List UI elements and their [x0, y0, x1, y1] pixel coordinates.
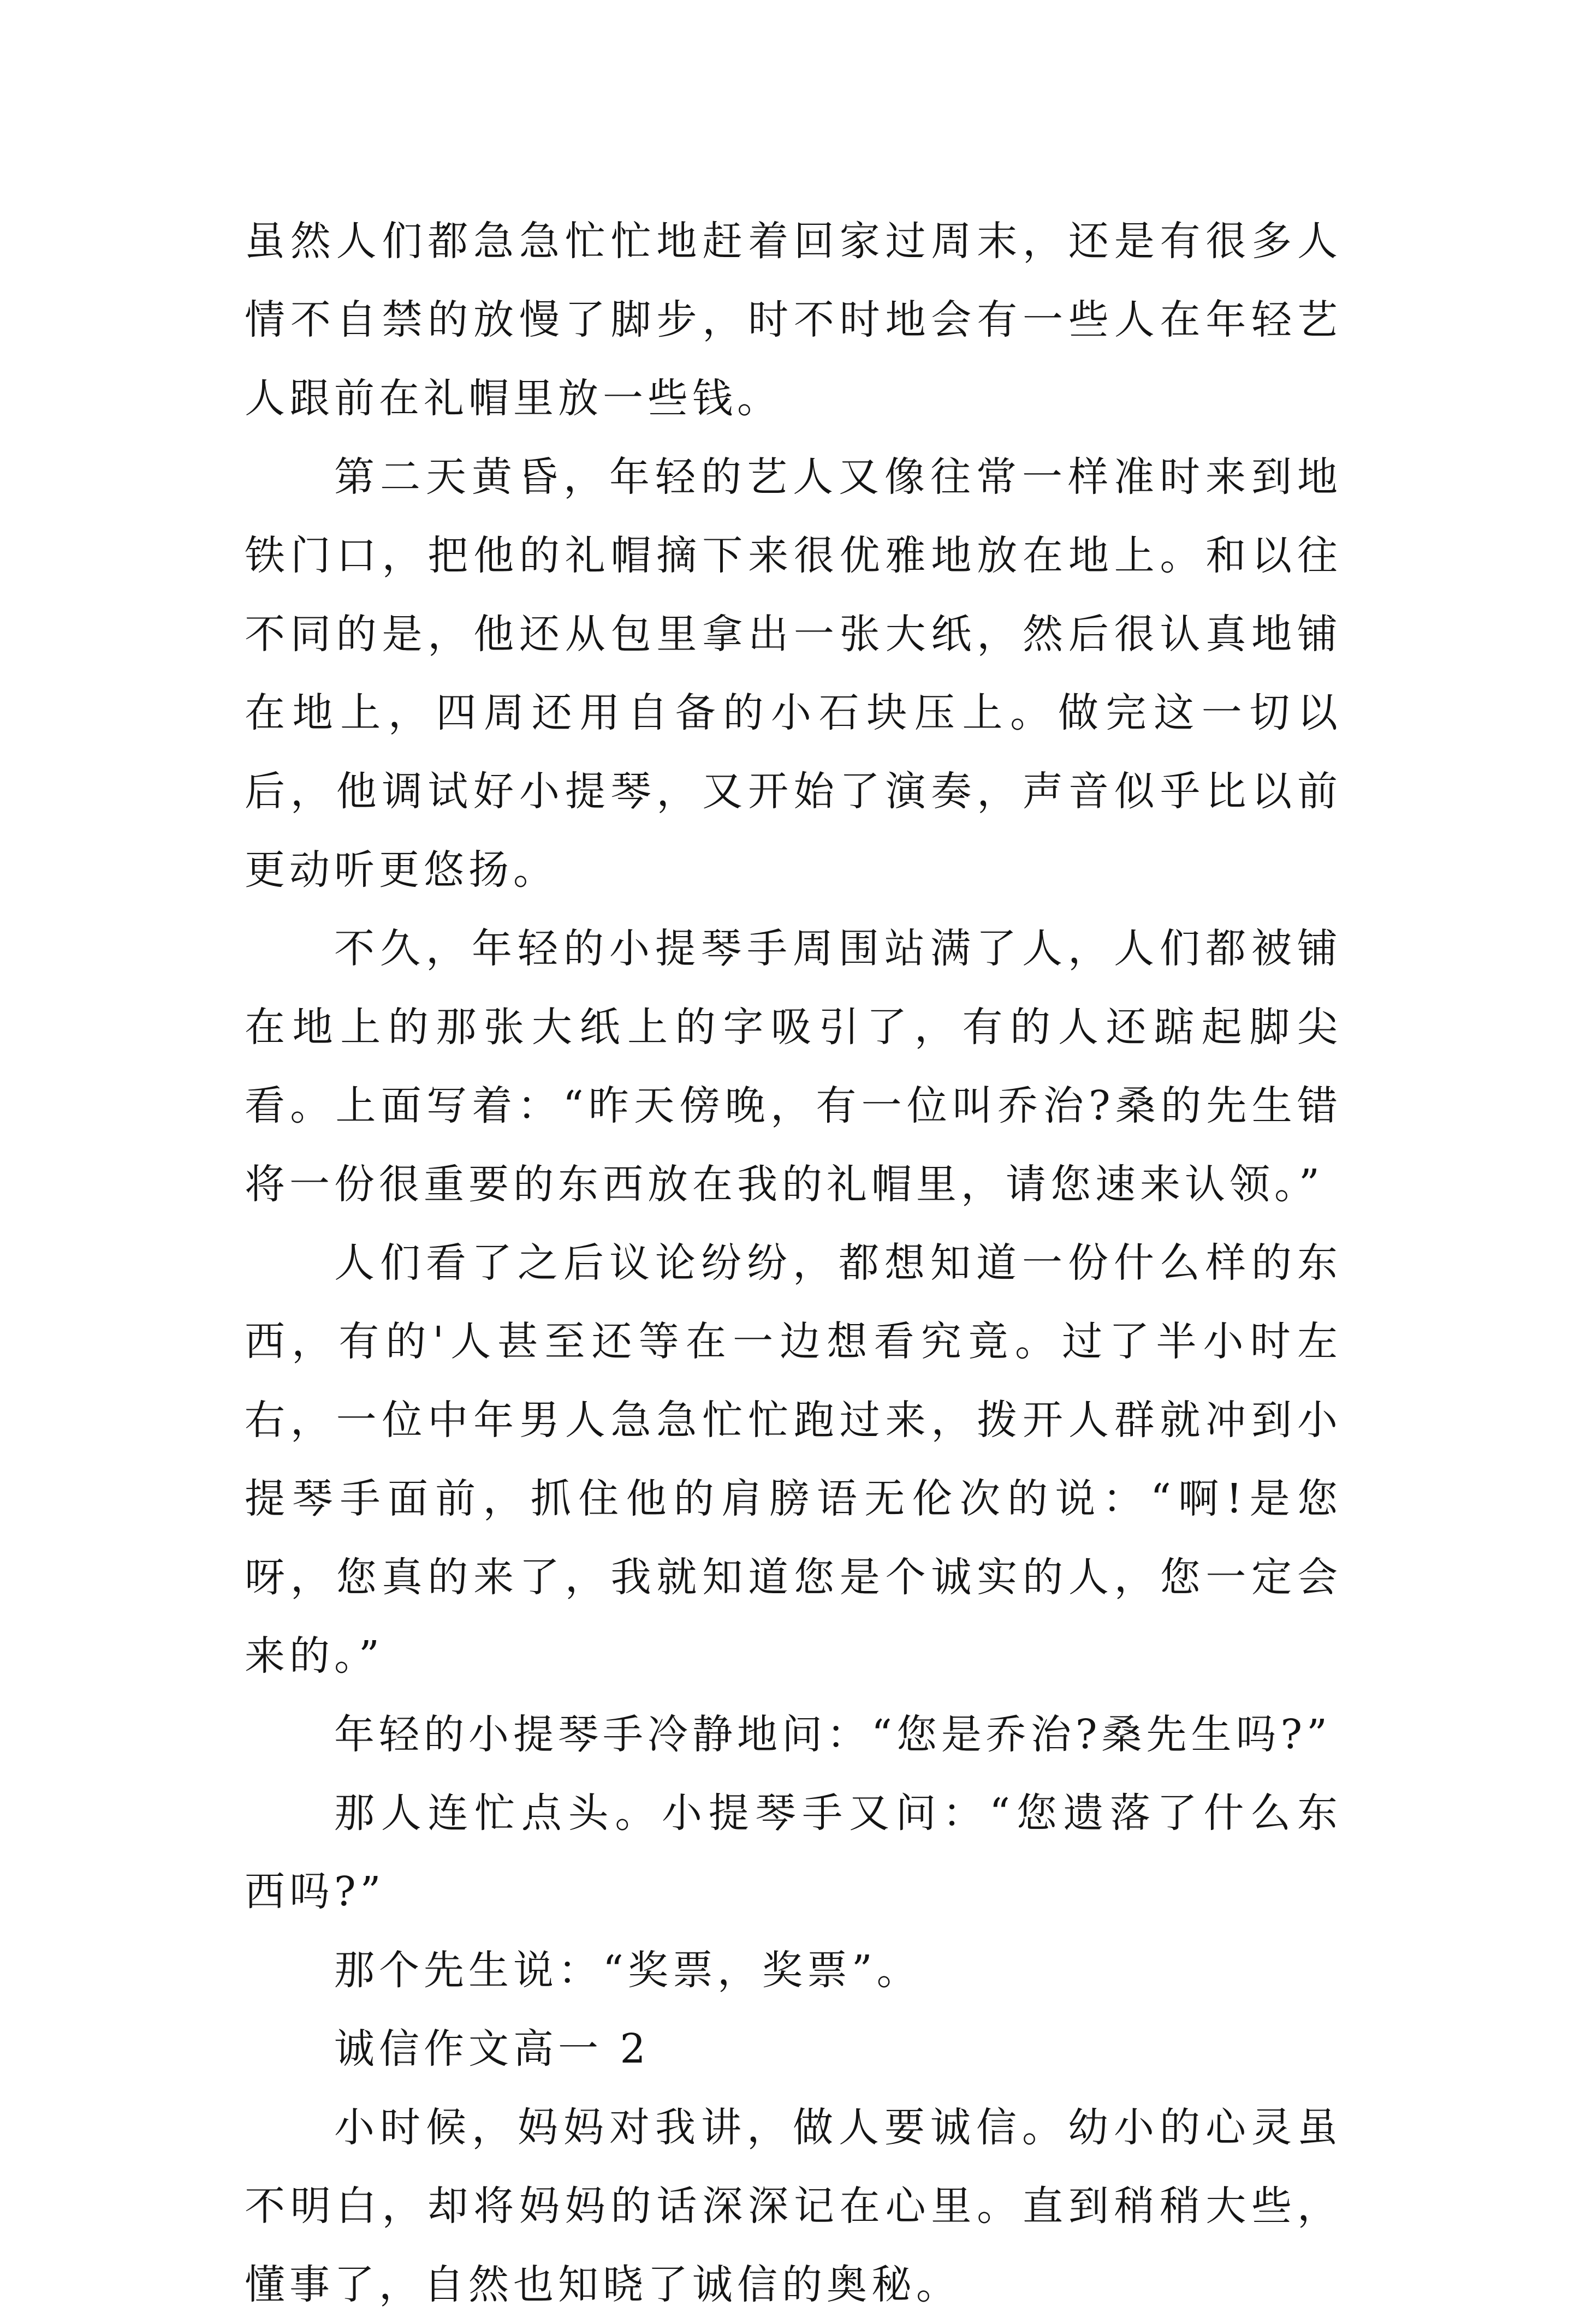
paragraph: 小时候，妈妈对我讲，做人要诚信。幼小的心灵虽不明白，却将妈妈的话深深记在心里。直到稍稍大些，懂事了，自然也知晓了诚信的奥秘。 [245, 2104, 1342, 2308]
paragraph: 第二天黄昏，年轻的艺人又像往常一样准时来到地铁门口，把他的礼帽摘下来很优雅地放在地上。和以往不同的是，他还从包里拿出一张大纸，然后很认真地铺在地上，四周还用自备的小石块压上。做完这一切以后，他调试好小提琴，又开始了演奏，声音似乎比以前更动听更悠扬。 [245, 454, 1342, 893]
paragraph: 不久，年轻的小提琴手周围站满了人，人们都被铺在地上的那张大纸上的字吸引了，有的人还踮起脚尖看。上面写着：“昨天傍晚，有一位叫乔治?桑的先生错将一份很重要的东西放在我的礼帽里，请您速来认领。” [245, 925, 1342, 1208]
paragraph: 人们看了之后议论纷纷，都想知道一份什么样的东西，有的'人甚至还等在一边想看究竟。过了半小时左右，一位中年男人急急忙忙跑过来，拨开人群就冲到小提琴手面前，抓住他的肩膀语无伦次的说：“啊!是您呀，您真的来了，我就知道您是个诚实的人，您一定会来的。” [245, 1240, 1342, 1679]
section-heading: 诚信作文高一 2 [334, 2025, 650, 2072]
paragraph: 年轻的小提琴手冷静地问：“您是乔治?桑先生吗?” [334, 1711, 1332, 1758]
document-body [245, 202, 1342, 2324]
paragraph: 那个先生说：“奖票，奖票”。 [334, 1947, 922, 1994]
paragraph: 虽然人们都急急忙忙地赶着回家过周末，还是有很多人情不自禁的放慢了脚步，时不时地会有一些人在年轻艺人跟前在礼帽里放一些钱。 [245, 218, 1342, 422]
paragraph: 那人连忙点头。小提琴手又问：“您遗落了什么东西吗?” [245, 1790, 1342, 1915]
